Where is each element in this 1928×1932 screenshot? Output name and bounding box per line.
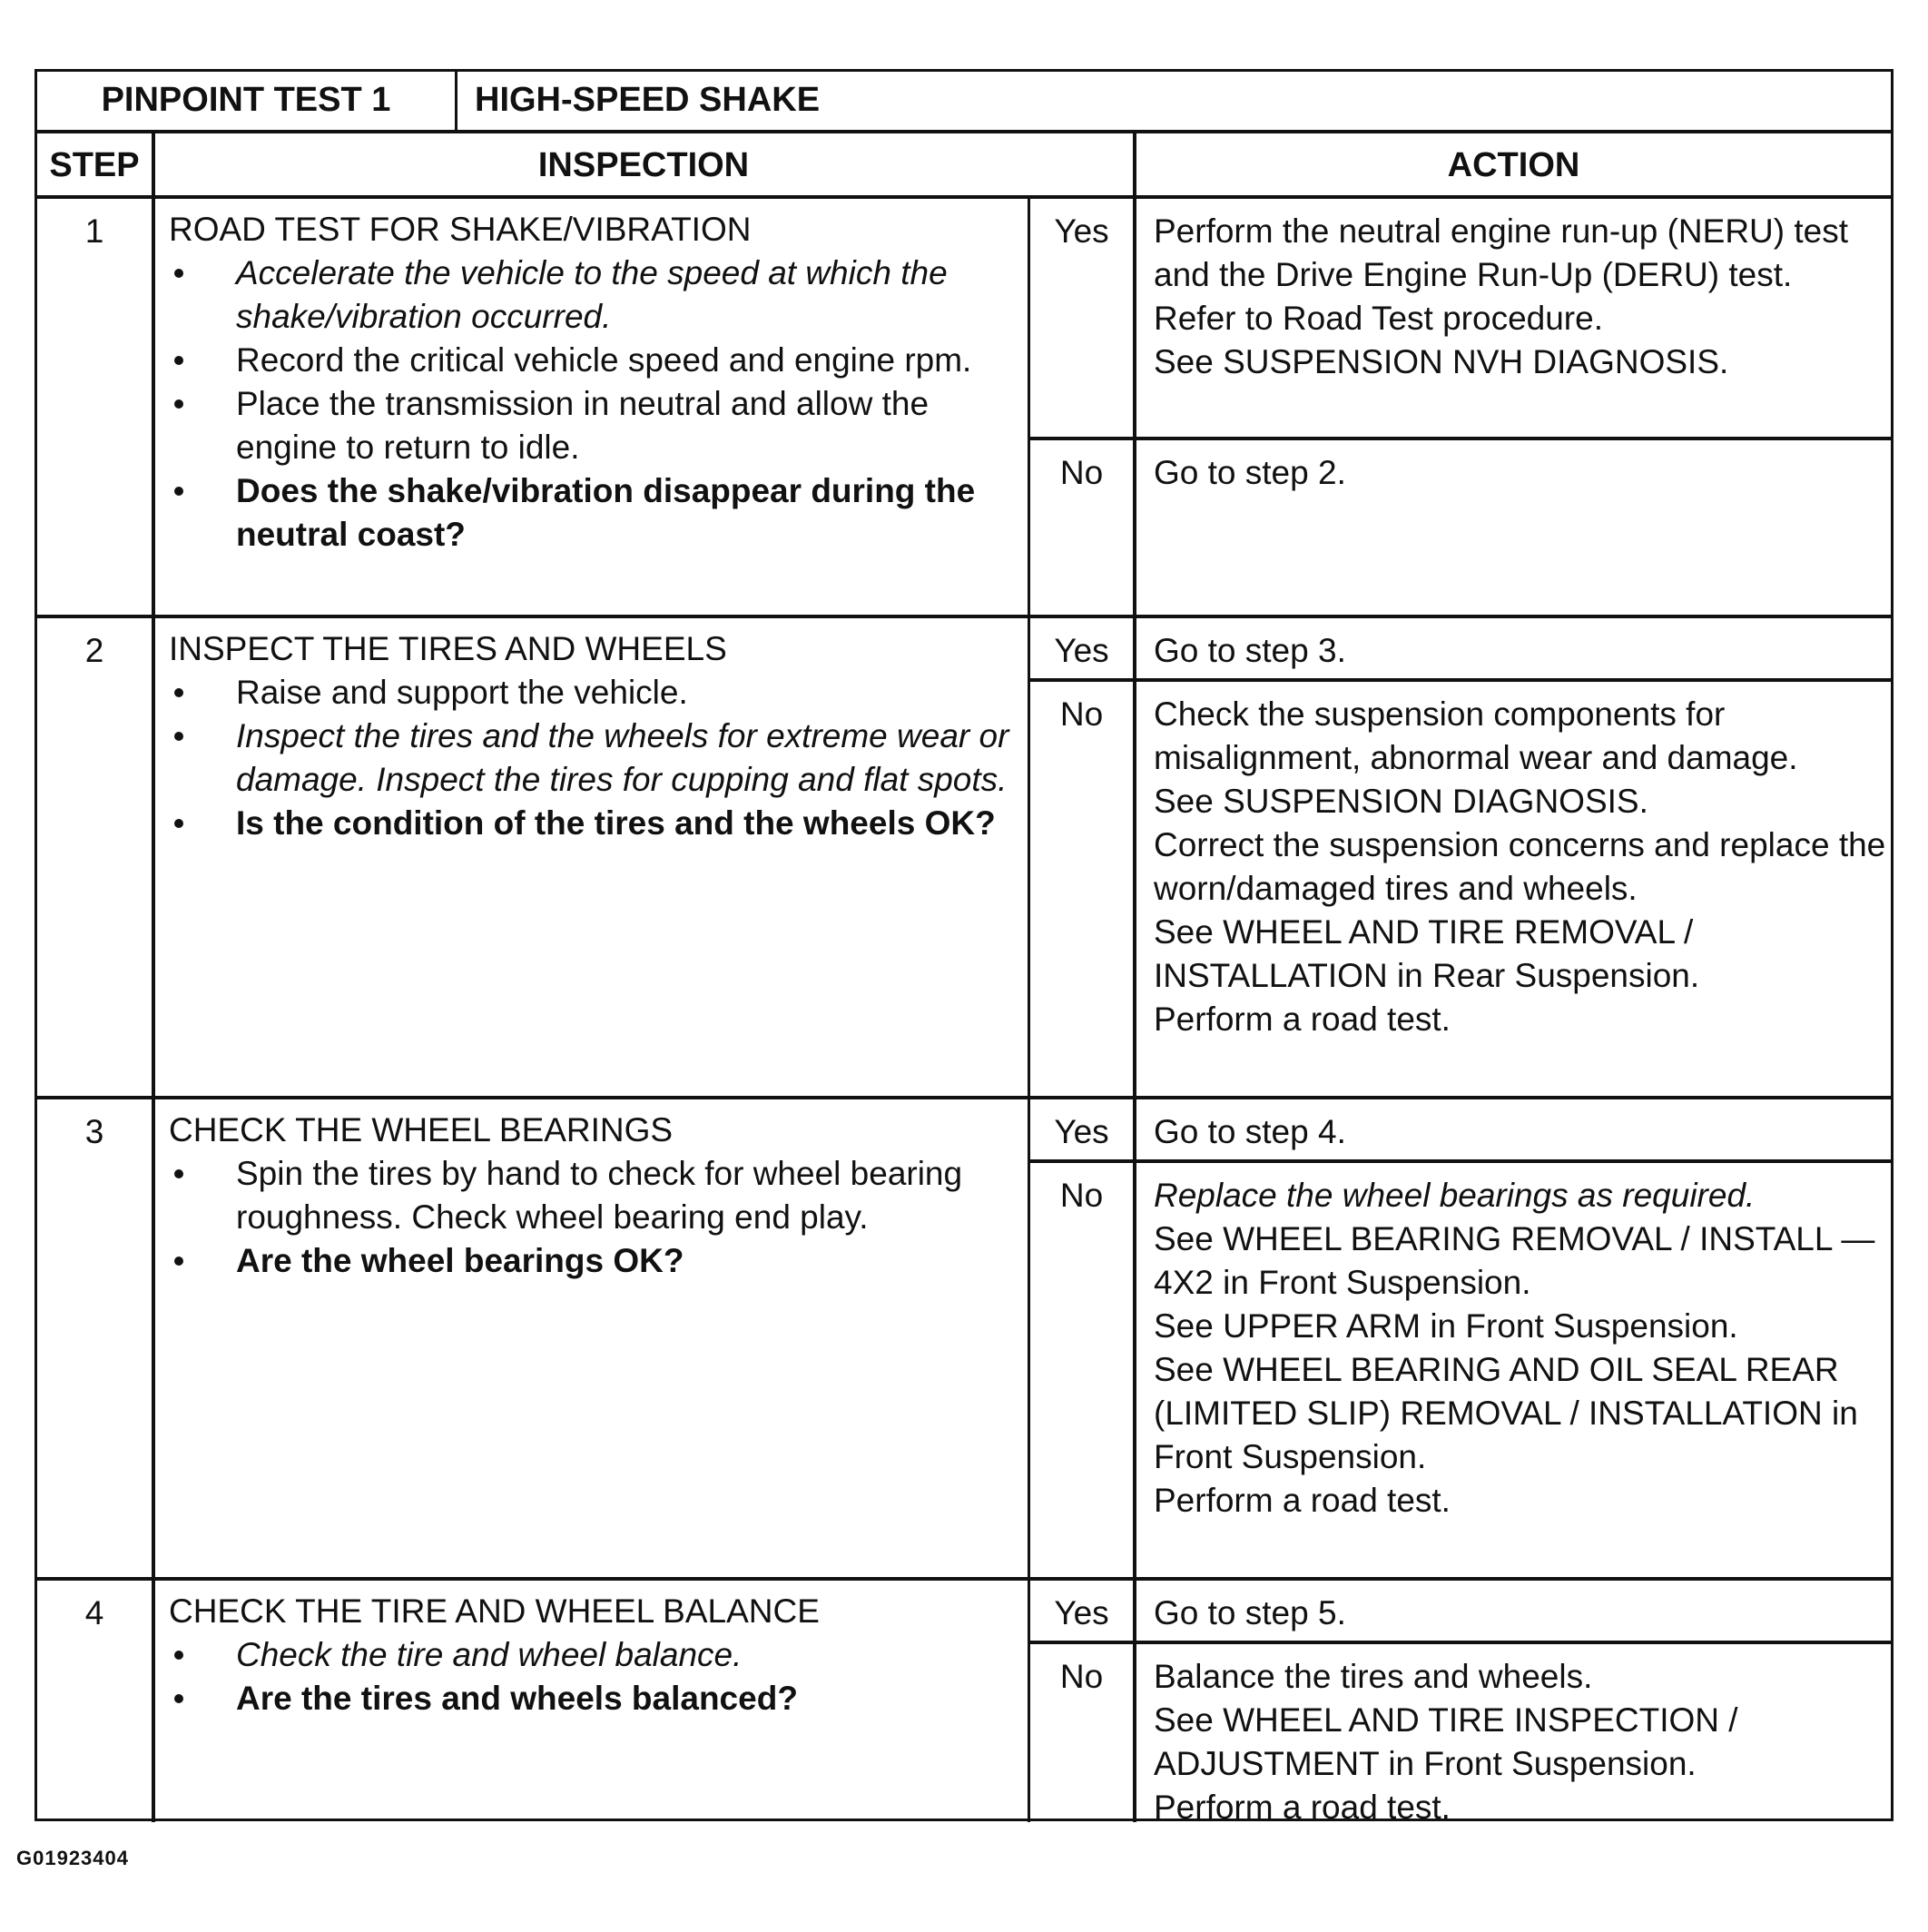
yes-action-line: See SUSPENSION NVH DIAGNOSIS. bbox=[1154, 343, 1729, 380]
inspection-bullet: Accelerate the vehicle to the speed at which the shake/vibration occurred. bbox=[169, 251, 1022, 339]
inspection-bullet: Inspect the tires and the wheels for extreme wear or damage. Inspect the tires for cupping and flat spots. bbox=[169, 715, 1022, 802]
inspection-bullet: Raise and support the vehicle. bbox=[169, 671, 1022, 715]
step-number: 2 bbox=[84, 632, 104, 669]
no-action-line: Balance the tires and wheels. bbox=[1154, 1658, 1593, 1695]
inspection-bullets bbox=[169, 1152, 1022, 1283]
no-action-line: See WHEEL BEARING AND OIL SEAL REAR (LIMITED SLIP) REMOVAL / INSTALLATION in Front Suspension. bbox=[1154, 1351, 1858, 1475]
no-action-line: Go to step 2. bbox=[1154, 454, 1346, 491]
yes-action bbox=[1154, 629, 1889, 673]
step-number: 3 bbox=[84, 1113, 104, 1150]
no-action-line: Check the suspension components for misalignment, abnormal wear and damage. bbox=[1154, 695, 1798, 776]
inspection-title: CHECK THE WHEEL BEARINGS bbox=[169, 1111, 674, 1148]
step-1-yes-no-rule bbox=[1028, 437, 1894, 440]
yes-action bbox=[1154, 210, 1889, 384]
no-action-line: See UPPER ARM in Front Suspension. bbox=[1154, 1307, 1738, 1345]
figure-id: G01923404 bbox=[16, 1847, 129, 1869]
no-action bbox=[1154, 451, 1889, 495]
inspection-cell bbox=[169, 627, 1022, 845]
yes-action-line: Go to step 4. bbox=[1154, 1113, 1346, 1150]
step-number: 1 bbox=[84, 212, 104, 250]
inspection-bullet: Are the wheel bearings OK? bbox=[169, 1239, 1022, 1283]
no-action-line: Correct the suspension concerns and replace the worn/damaged tires and wheels. bbox=[1154, 826, 1886, 907]
no-action-line: Replace the wheel bearings as required. bbox=[1154, 1177, 1756, 1214]
no-action-line: Perform a road test. bbox=[1154, 1000, 1451, 1038]
yes-action-line: Go to step 3. bbox=[1154, 632, 1346, 669]
step-3-yes-no-rule bbox=[1028, 1159, 1894, 1163]
inspection-bullet: Is the condition of the tires and the wheels OK? bbox=[169, 802, 1022, 845]
inspection-bullet: Are the tires and wheels balanced? bbox=[169, 1677, 1022, 1720]
header-rule bbox=[37, 130, 1891, 133]
inspection-title: ROAD TEST FOR SHAKE/VIBRATION bbox=[169, 211, 752, 248]
no-action bbox=[1154, 693, 1889, 1041]
yes-label: Yes bbox=[1054, 632, 1109, 669]
step-1-rule bbox=[37, 615, 1891, 618]
no-action-line: Perform a road test. bbox=[1154, 1482, 1451, 1519]
no-action bbox=[1154, 1655, 1889, 1829]
yes-action-line: Perform the neutral engine run-up (NERU) test and the Drive Engine Run-Up (DERU) test. bbox=[1154, 212, 1849, 293]
inspection-bullet: Place the transmission in neutral and allow the engine to return to idle. bbox=[169, 382, 1022, 469]
inspection-cell bbox=[169, 208, 1022, 557]
no-action-line: Perform a road test. bbox=[1154, 1789, 1451, 1826]
no-label: No bbox=[1059, 1658, 1104, 1695]
inspection-bullet: Record the critical vehicle speed and engine rpm. bbox=[169, 339, 1022, 382]
inspection-title: INSPECT THE TIRES AND WHEELS bbox=[169, 630, 727, 667]
no-action-line: See WHEEL AND TIRE INSPECTION / ADJUSTMENT in Front Suspension. bbox=[1154, 1701, 1738, 1782]
no-action-line: See SUSPENSION DIAGNOSIS. bbox=[1154, 783, 1648, 820]
inspection-cell bbox=[169, 1590, 1022, 1720]
no-action bbox=[1154, 1174, 1889, 1523]
inspection-bullets bbox=[169, 251, 1022, 557]
column-header-rule bbox=[37, 195, 1891, 199]
inspection-cell bbox=[169, 1109, 1022, 1283]
action-column-rule bbox=[1133, 132, 1136, 1822]
yes-label: Yes bbox=[1054, 1594, 1109, 1631]
inspection-bullets bbox=[169, 1633, 1022, 1720]
pinpoint-test-table bbox=[34, 69, 1894, 1826]
no-label: No bbox=[1059, 1177, 1104, 1214]
column-header-step: STEP bbox=[49, 146, 140, 184]
inspection-bullet: Does the shake/vibration disappear during the neutral coast? bbox=[169, 469, 1022, 557]
step-4-yes-no-rule bbox=[1028, 1641, 1894, 1644]
yes-action bbox=[1154, 1592, 1889, 1635]
yes-label: Yes bbox=[1054, 1113, 1109, 1150]
yes-action-line: Refer to Road Test procedure. bbox=[1154, 300, 1603, 337]
yes-action-line: Go to step 5. bbox=[1154, 1594, 1346, 1631]
header-divider bbox=[455, 72, 457, 130]
inspection-bullet: Spin the tires by hand to check for wheel bearing roughness. Check wheel bearing end play. bbox=[169, 1152, 1022, 1239]
step-2-rule bbox=[37, 1096, 1891, 1099]
test-title: HIGH-SPEED SHAKE bbox=[475, 81, 821, 119]
step-3-rule bbox=[37, 1577, 1891, 1581]
no-label: No bbox=[1059, 454, 1104, 491]
inspection-bullet: Check the tire and wheel balance. bbox=[169, 1633, 1022, 1677]
yes-action bbox=[1154, 1110, 1889, 1154]
step-number: 4 bbox=[84, 1594, 104, 1631]
test-label: PINPOINT TEST 1 bbox=[101, 81, 391, 119]
yes-label: Yes bbox=[1054, 212, 1109, 250]
inspection-title: CHECK THE TIRE AND WHEEL BALANCE bbox=[169, 1592, 820, 1630]
column-header-inspection: INSPECTION bbox=[537, 146, 750, 184]
column-header-action: ACTION bbox=[1447, 146, 1580, 184]
no-label: No bbox=[1059, 695, 1104, 733]
no-action-line: See WHEEL AND TIRE REMOVAL / INSTALLATION in Rear Suspension. bbox=[1154, 913, 1700, 994]
step-column-rule bbox=[152, 132, 155, 1822]
step-2-yes-no-rule bbox=[1028, 678, 1894, 682]
inspection-bullets bbox=[169, 671, 1022, 845]
no-action-line: See WHEEL BEARING REMOVAL / INSTALL — 4X2 in Front Suspension. bbox=[1154, 1220, 1875, 1301]
